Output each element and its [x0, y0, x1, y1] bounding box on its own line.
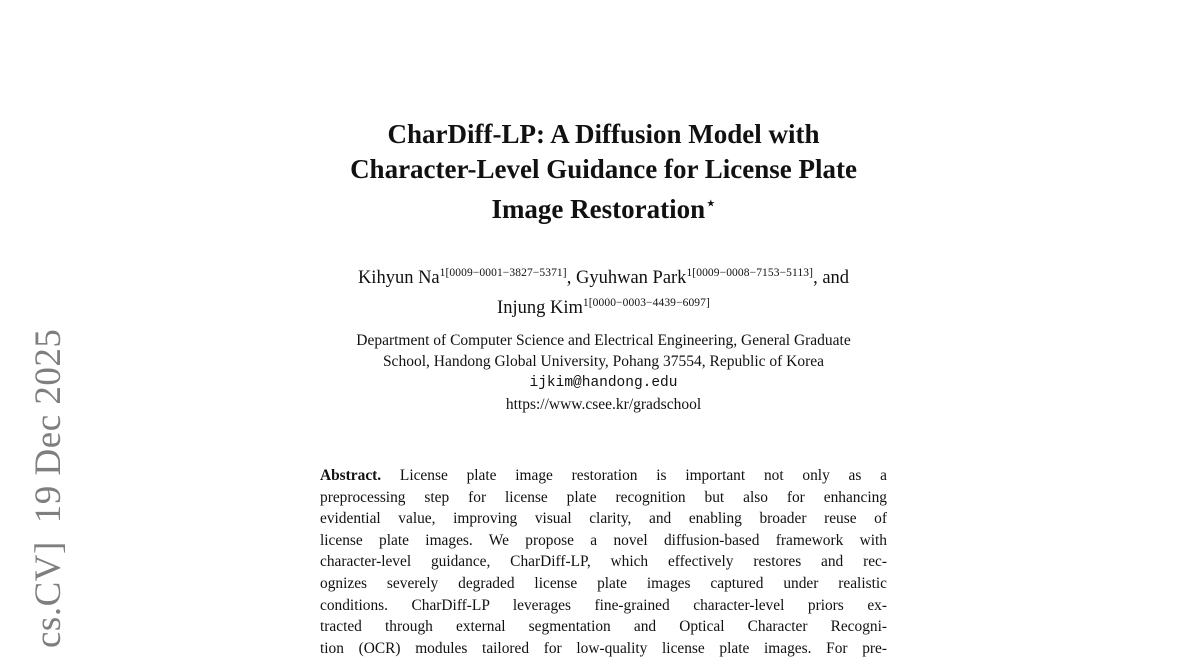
author-list [280, 261, 927, 321]
arxiv-category: cs.CV] [28, 541, 69, 648]
author-orcid-3: 1[0000−0003−4439−6097] [582, 297, 710, 309]
author-name-1: Kihyun Na [357, 268, 440, 288]
author-line-2 [280, 291, 927, 321]
abstract-line-8: tracted through external segmentation and Optical Character Recogni- [320, 618, 887, 636]
abstract-line-3: evidential value, improving visual clarity, and enabling broader reuse of [320, 510, 887, 528]
abstract-line-1 [320, 465, 887, 487]
author-orcid-1: 1[0009−0001−3827−5371] [439, 267, 567, 279]
arxiv-side-stamp [22, 329, 76, 648]
abstract-block [320, 465, 887, 659]
abstract-line-9: tion (OCR) modules tailored for low-quality license plate images. For pre- [320, 639, 887, 657]
abstract-line-4: license plate images. We propose a novel diffusion-based framework with [320, 531, 887, 549]
abstract-line-5: character-level guidance, CharDiff-LP, which effectively restores and rec- [320, 553, 887, 571]
title-line-3 [300, 187, 907, 227]
affiliation-url[interactable]: https://www.csee.kr/gradschool [505, 395, 702, 413]
paper-title [300, 117, 907, 227]
affiliation-line-1: Department of Computer Science and Electrical Engineering, General Graduate [356, 332, 851, 349]
author-name-2: Gyuhwan Park [575, 268, 687, 288]
abstract-label: Abstract. [320, 467, 382, 484]
arxiv-date: 19 Dec 2025 [28, 328, 69, 524]
abstract-line-6: ognizes severely degraded license plate images captured under realistic [320, 574, 887, 592]
abstract-line-1-text: License plate image restoration is important not only as a [399, 467, 887, 484]
title-line-2: Character-Level Guidance for License Plate [350, 154, 857, 184]
title-line-1: CharDiff-LP: A Diffusion Model with [387, 119, 820, 149]
affiliation-block [280, 330, 927, 415]
author-name-3: Injung Kim [497, 298, 583, 318]
title-line-3-text: Image Restoration [491, 194, 706, 224]
author-orcid-2: 1[0009−0008−7153−5113] [686, 267, 814, 279]
author-email[interactable]: ijkim@handong.edu [529, 374, 678, 391]
author-separator-2: , and [813, 268, 850, 288]
affiliation-line-2: School, Handong Global University, Pohang 37554, Republic of Korea [382, 353, 825, 371]
title-footnote-mark: ⋆ [706, 196, 716, 212]
abstract-line-2: preprocessing step for license plate recognition but also for enhancing [320, 488, 887, 506]
abstract-line-7: conditions. CharDiff-LP leverages fine-grained character-level priors ex- [320, 596, 887, 614]
author-separator-1: , [566, 268, 576, 288]
author-line-1 [280, 261, 927, 291]
